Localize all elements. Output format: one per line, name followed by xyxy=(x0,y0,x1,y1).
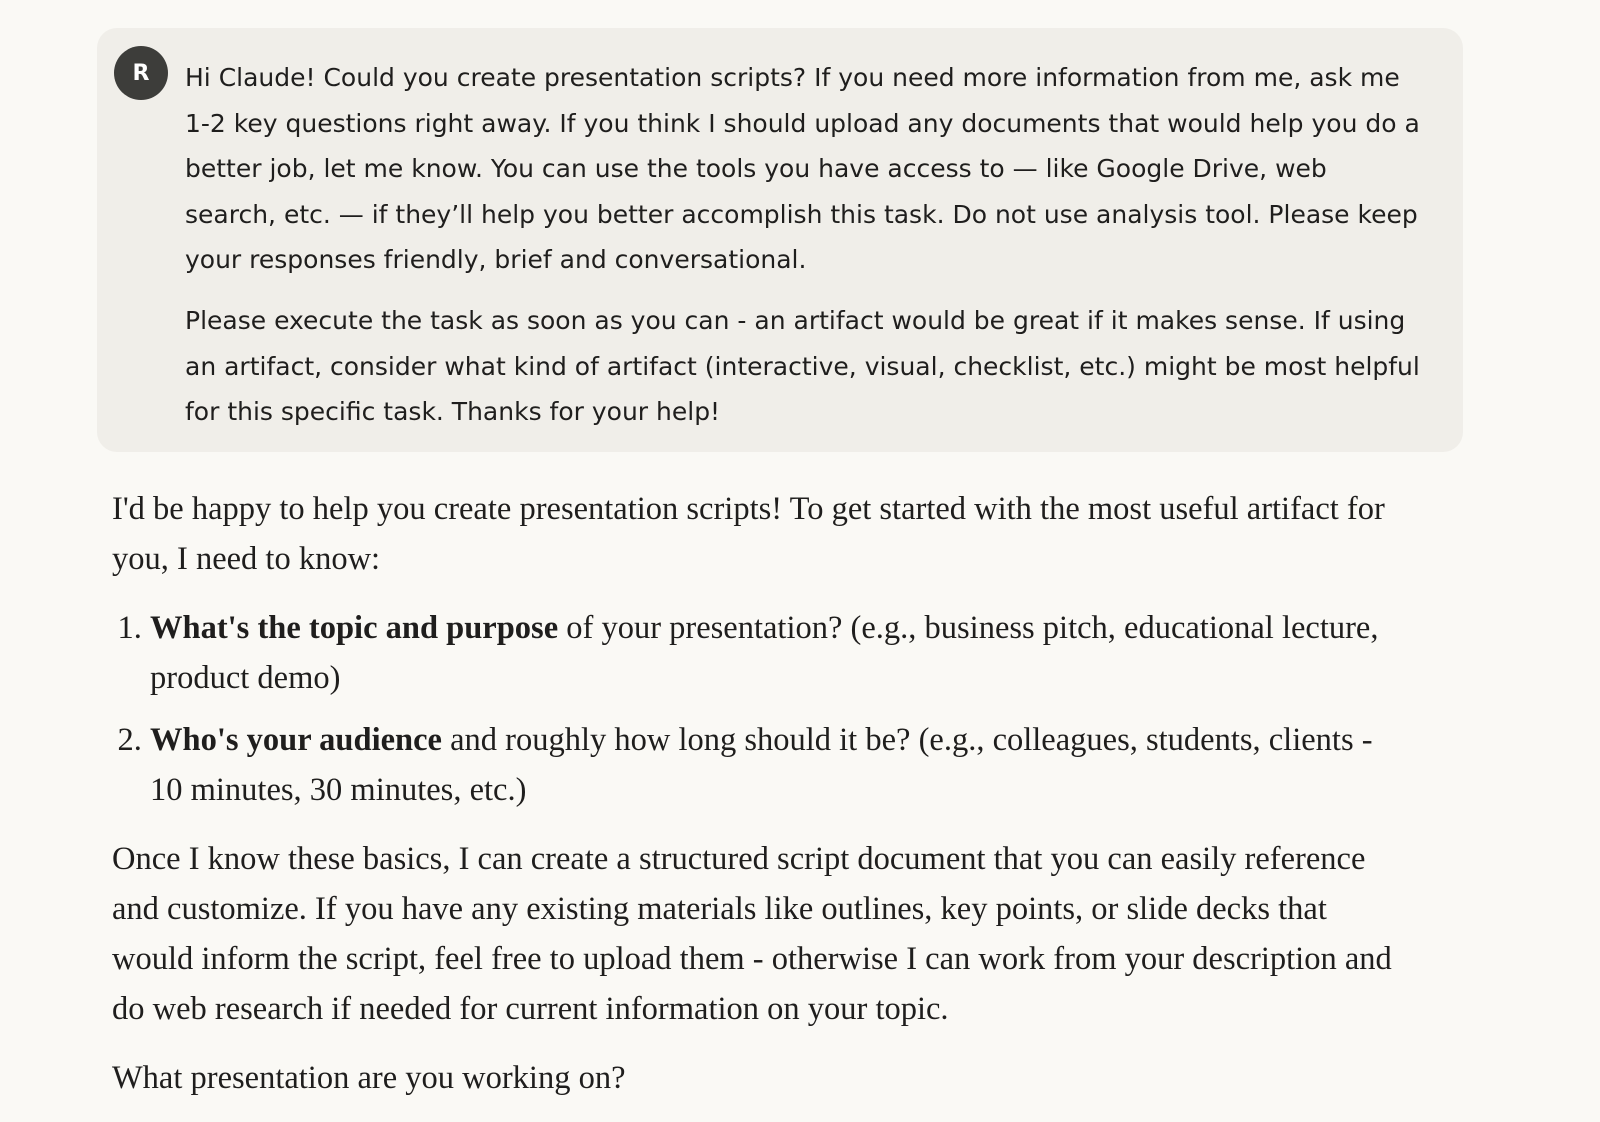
user-message-paragraph-1: Hi Claude! Could you create presentation scripts? If you need more information from me, ask me 1-2 key questions right away. If you think I should upload any documents that would help you do a better job, let me know. You can use the tools you have access to — like Google Drive, web search, etc. — if they’ll help you better accomplish this task. Do not use analysis tool. Please keep your responses friendly, brief and conversational. xyxy=(185,63,1420,275)
question-1-bold: What's the topic and purpose xyxy=(150,610,559,646)
assistant-closing: What presentation are you working on? xyxy=(112,1060,626,1096)
question-list xyxy=(112,603,1412,815)
user-avatar: R xyxy=(114,46,168,100)
question-2-text: and roughly how long should it be? (e.g., colleagues, students, clients - 10 minutes, 30 minutes, etc.) xyxy=(150,722,1373,808)
question-item-1 xyxy=(150,603,1412,703)
assistant-intro: I'd be happy to help you create presentation scripts! To get started with the most useful artifact for you, I need to know: xyxy=(112,491,1385,577)
user-message-text xyxy=(185,55,1425,435)
question-2-bold: Who's your audience xyxy=(150,722,442,758)
question-1-text: of your presentation? (e.g., business pitch, educational lecture, product demo) xyxy=(150,610,1379,696)
question-item-2 xyxy=(150,715,1412,815)
assistant-followup: Once I know these basics, I can create a structured script document that you can easily reference and customize. If you have any existing materials like outlines, key points, or slide decks that would inform the script, feel free to upload them - otherwise I can work from your description and do web research if needed for current information on your topic. xyxy=(112,841,1392,1027)
assistant-message xyxy=(112,484,1412,1103)
user-message-paragraph-2: Please execute the task as soon as you can - an artifact would be great if it makes sense. If using an artifact, consider what kind of artifact (interactive, visual, checklist, etc.) might be most helpful for this specific task. Thanks for your help! xyxy=(185,305,1420,427)
user-message-bubble xyxy=(97,28,1463,452)
